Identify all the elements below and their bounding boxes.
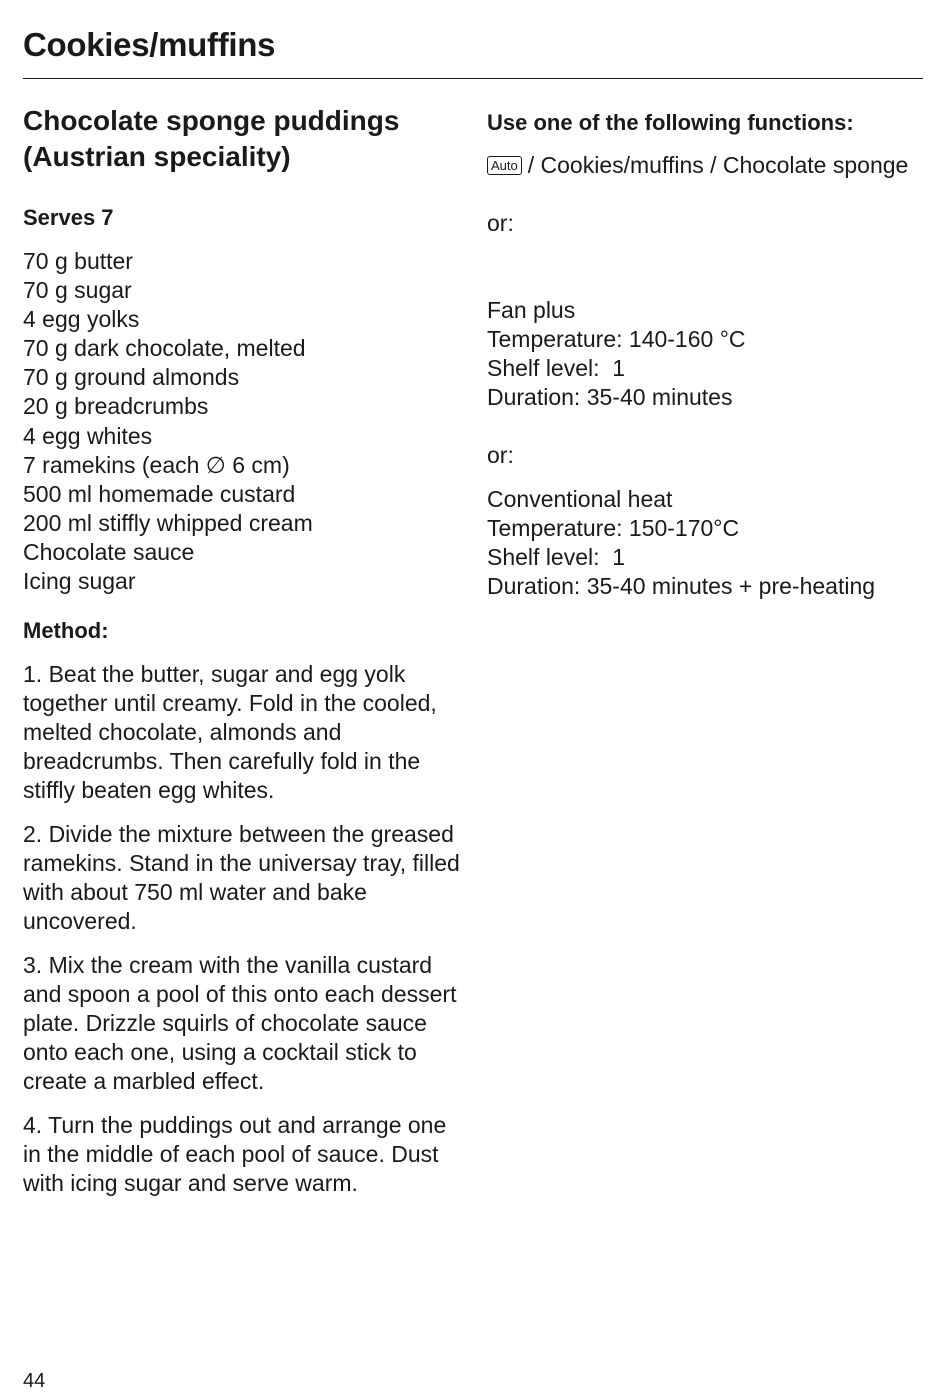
- auto-path-text: / Cookies/muffins / Chocolate sponge: [527, 152, 909, 178]
- ingredients-list: [23, 247, 468, 596]
- ingredient-item: 70 g butter: [23, 248, 133, 274]
- method-step: 1. Beat the butter, sugar and egg yolk together until creamy. Fold in the cooled, melted chocolate, almonds and breadcrumbs. Then carefully fold in the stiffly beaten egg whites.: [23, 661, 437, 804]
- serves-heading: Serves 7: [23, 205, 114, 230]
- ingredient-item: 70 g dark chocolate, melted: [23, 335, 306, 362]
- ingredient-item: 500 ml homemade custard: [23, 480, 296, 507]
- duration-setting: Duration: 35-40 minutes: [487, 384, 733, 410]
- page-header: [23, 24, 923, 66]
- functions-heading: Use one of the following functions:: [487, 110, 854, 135]
- recipe-title-line-2: (Austrian speciality): [23, 141, 291, 172]
- ingredient-item: 4 egg yolks: [23, 306, 140, 333]
- method-heading: Method:: [23, 618, 109, 644]
- ingredient-item: 4 egg whites: [23, 422, 153, 449]
- ingredient-item: Chocolate sauce: [23, 538, 195, 565]
- recipe-title: [23, 103, 468, 175]
- recipe-title-line-1: Chocolate sponge puddings: [23, 105, 400, 136]
- ingredient-item: 70 g sugar: [23, 277, 132, 304]
- temperature-setting: Temperature: 150-170°C: [487, 515, 740, 541]
- temperature-setting: Temperature: 140-160 °C: [487, 326, 746, 352]
- recipe-column: [23, 103, 468, 1198]
- shelf-level-setting: Shelf level: 1: [487, 355, 626, 381]
- ingredient-item: Icing sugar: [23, 568, 136, 595]
- function-name: Fan plus: [487, 297, 576, 323]
- automatic-program-path: [487, 151, 927, 180]
- auto-icon: Auto: [487, 156, 522, 175]
- method-step: 2. Divide the mixture between the greased ramekins. Stand in the universay tray, filled with about 750 ml water and bake uncovered.: [23, 821, 460, 935]
- ingredient-item: 20 g breadcrumbs: [23, 393, 209, 420]
- function-name: Conventional heat: [487, 486, 673, 512]
- page-number: 44: [23, 1370, 46, 1392]
- shelf-level-setting: Shelf level: 1: [487, 544, 626, 570]
- ingredient-item: 70 g ground almonds: [23, 364, 240, 391]
- method-step: 3. Mix the cream with the vanilla custard and spoon a pool of this onto each dessert plate. Drizzle squirls of chocolate sauce onto each one, using a cocktail stick to create a marbled effect.: [23, 952, 457, 1095]
- or-separator: or:: [487, 210, 514, 236]
- ingredient-item: 7 ramekins (each ∅ 6 cm): [23, 451, 290, 478]
- method-step: 4. Turn the puddings out and arrange one in the middle of each pool of sauce. Dust with icing sugar and serve warm.: [23, 1112, 447, 1197]
- header-divider: [23, 78, 923, 79]
- fan-plus-settings: [487, 296, 927, 412]
- ingredient-item: 200 ml stiffly whipped cream: [23, 509, 313, 536]
- page-title: Cookies/muffins: [23, 26, 276, 63]
- conventional-heat-settings: [487, 485, 927, 601]
- duration-setting: Duration: 35-40 minutes + pre-heating: [487, 573, 876, 599]
- or-separator: or:: [487, 442, 514, 468]
- functions-column: [487, 107, 927, 601]
